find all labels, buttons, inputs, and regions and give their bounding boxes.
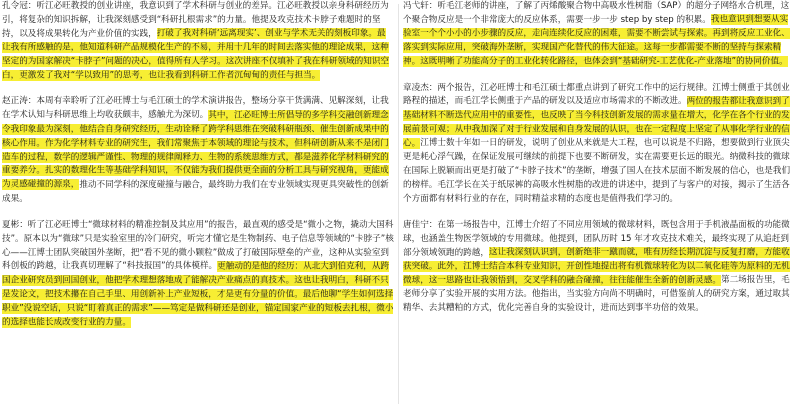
highlighted-segment: 两位的报告都让我意识到了基础材料不断迭代应用中的重要性，也反映了当今科技创新发展的需求量在增大，化学在各个行业的发展前景可观；从中我加深了对于行业发展和自身发展的认识，也在一定程度上坚定了从事化学行业的信心。 (403, 96, 790, 149)
text-segment: 江博士数十年如一日的研发，说明了创业从来就是大工程，也可以说是不归路，想要做到行业顶尖更是耗心浮气躁，在保证发展可继续的前提下也要不断研发，实在需要更长远的眼光。纳微科技的微球在国际上脱颖而出更是打破了“卡脖子技术”的垄断，增强了国人在技术层面不断发展的信心，也是我们的榜样。 (403, 138, 791, 190)
text-segment: 冯弋轩：听毛江老师的讲座，了解了丙烯酸聚合物中高吸水性树脂（SAP）的超分子网络水合机理，这个聚合物反应是一个非常庞大的反应体系，需要一步一步 step by step 的积累。 (403, 1, 790, 25)
text-segment: 第二场报告里，毛老师分享了实验开展的实用方法。他指出，当实验方向尚不明确时，可借鉴前人的研究方案，通过取其精华、去其糟粕的方式，优化完善自身的实验设计，进而达到事半功倍的效果。 (403, 275, 790, 314)
paragraph-gap (403, 207, 795, 219)
reflection-zhang-lingjie (403, 82, 795, 207)
text-segment: 孔令冠：听江必旺教授的创业讲座，我意识到了学术科研与创业的差异。江必旺教授以亲身科研经历为引，将复杂的知识拆解，让我深刻感受到“科研扎根需求”的力量。他提及攻克技术卡脖子难题时的坚持，以及将成果转化为产业价值的实践， (2, 1, 389, 39)
highlighted-segment: 更触动的是他的经历：从北大到伯克利，从跨国企业研究员到回国创业，他把学术理想落地成了能解决产业痛点的真技术。这也让我明白，科研不只是发论文，把技术攥在自己手里、用创新补上产业短板，才是更有分量的价值。最后他聊“学生如何选择职业”没说空话，只说“盯着真正的需求”——笃定是做科研还是创业，锚定国家产业的短板去扎根，微小的选择也能长成改变行业的力量。 (2, 261, 394, 328)
reflection-xia-bin (2, 219, 394, 330)
left-column (2, 0, 394, 330)
reflection-kong-linguan (2, 0, 394, 83)
right-column (403, 0, 795, 316)
text-segment: 毛江学长在关于纸尿裤的高吸水性树脂的改进的讲述中，提到了与客户的对接，揭示了生活各个方面都有材料行业的存在，同时精益求精的态度也是值得我们学习的。 (403, 179, 790, 204)
reflection-zhao-zhengtao (2, 95, 394, 206)
paragraph-gap (2, 83, 394, 95)
text-segment: 夏彬：听了江必旺博士“微球材料的精准控制及其应用”的报告，最直观的感受是“微小之物，撬动大国科技”。原本以为“微球”只是实验室里的冷门研究，听完才懂它是生物制药、电子信息等领域的“卡脖子”核心——江博士团队突破国外垄断，把“看不见的微小颗粒”做成了打破国际壁垒的产业，这种从实验室到科创板的跨越，让我真切理解了“科技报国”的具体模样。 (2, 219, 394, 272)
paragraph-gap (403, 70, 795, 82)
column-divider (398, 4, 399, 404)
text-segment: 唐佳宁：在第一场报告中，江博士介绍了不同应用领域的微球材料，既包含用于手机液晶面板的功能微球，也涵盖生物医学领域的专用微球。他提到，团队历时 15 年才攻克技术难关，最终实现了从追赶到部分领域领跑的跨越， (403, 219, 790, 258)
highlighted-segment: 这让我深刻认识到，创新绝非一蹴而就，唯有历经长期沉淀与反复打磨，方能收获突破。此外，江博士结合本科专业知识，开创性地提出将有机微球转化为以二氧化硅等为原料的无机微球，这一思路也让我领悟到，交叉学科的融合碰撞，往往能催生全新的创新灵感。 (403, 247, 790, 286)
paragraph-gap (2, 207, 394, 219)
highlighted-segment: 我也意识到想要从实验室一个个小小的小步骤的反应，走向连续化反应的困难，需要不断尝试与探索。再到将反应工业化、落实到实际应用，突破海外垄断，实现国产化替代的伟大征途。这每一步都需要不断的坚持与探索精神。这既明晰了功能高分子的工业化转化路径，也体会到“基础研究-工艺优化-产业落地”的协同价值。 (403, 14, 790, 67)
text-segment: 赵正涛：本周有幸聆听了江必旺博士与毛江硕士的学术演讲报告，整场分享干货满满、见解深刻，让我在学术认知与科研思维上均收获颇丰，感触尤为深切。 (2, 96, 389, 121)
reflection-feng-yixuan (403, 0, 795, 70)
highlighted-segment: 其中，江必旺博士所倡导的多学科交融创新理念令我印象最为深刻，他结合自身研究经历，生动诠释了跨学科思维在突破科研瓶颈、催生创新成果中的核心作用。作为化学材料专业的研究生，我们常聚焦于本领域的理论与技术，但科研创新从来不是闭门造车的过程，数学的逻辑严谨性、物理的规律阐释力、生物的系统思维方式，都是滋养化学材料研究的重要养分。扎实的数理化生等基础学科知识，不仅能为我们提供更全面的分析工具与研究视角，更能成为灵感碰撞的源泉， (2, 110, 389, 190)
text-segment: 推动不同学科的深度碰撞与融合，最终助力我们在专业领域实现更具突破性的创新成果。 (2, 179, 389, 204)
highlighted-segment: 打破了我对科研‘远离现实’、创业与学术无关的刻板印象。最让我有所感触的是，他知道科研产品规模化生产的不易，并用十几年的时间去落实他的理论成果，这种坚定的为国家解决“卡脖子”问题的决心，值得所有人学习。这次讲座不仅填补了我在科研领域的知识空白，更激发了我对“学以致用”的思考，也让我看到科研工作者沉甸甸的责任与担当。 (2, 28, 390, 81)
text-segment: 章凌杰：两个报告，江必旺博士和毛江硕士都重点讲到了研究工作中的运行规律。江博士侧重于其创业路程的描述，而毛江学长侧重于产品的研发以及适应市场需求的不断改进。 (403, 82, 790, 107)
reflection-tang-jianing (403, 219, 795, 316)
